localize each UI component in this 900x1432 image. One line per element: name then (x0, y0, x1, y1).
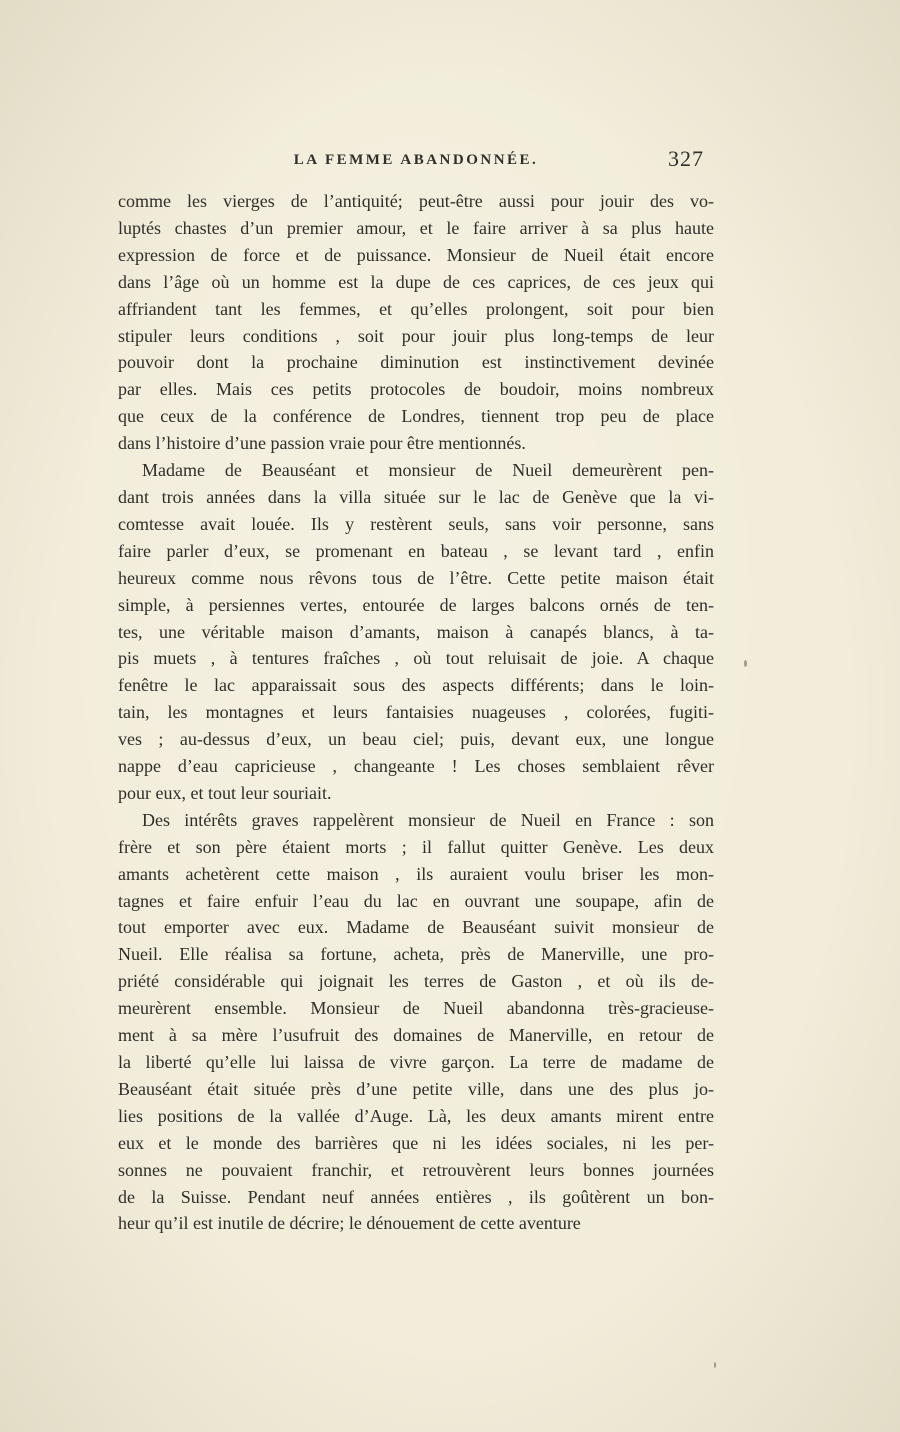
text-line: tain, les montagnes et leurs fantaisies nuageuses , colorées, fugiti- (118, 702, 714, 723)
running-title: LA FEMME ABANDONNÉE. (293, 152, 539, 168)
text-line: heureux comme nous rêvons tous de l’être. Cette petite maison était (118, 567, 714, 588)
text-line: priété considérable qui joignait les terres de Gaston , et où ils de- (118, 971, 714, 992)
text-line: heur qu’il est inutile de décrire; le dénouement de cette aventure (118, 1213, 581, 1234)
text-line: dans l’histoire d’une passion vraie pour être mentionnés. (118, 433, 526, 454)
text-line: frère et son père étaient morts ; il fallut quitter Genève. Les deux (118, 836, 714, 857)
page-number: 327 (668, 146, 704, 171)
text-line: tout emporter avec eux. Madame de Beauséant suivit monsieur de (118, 917, 714, 938)
text-line: comme les vierges de l’antiquité; peut-être aussi pour jouir des vo- (118, 191, 714, 211)
paragraph (118, 807, 714, 1238)
text-line: lies positions de la vallée d’Auge. Là, les deux amants mirent entre (118, 1105, 714, 1126)
text-line: simple, à persiennes vertes, entourée de larges balcons ornés de ten- (118, 594, 714, 615)
text-line: Beauséant était située près d’une petite ville, dans une des plus jo- (118, 1078, 714, 1099)
text-line: nappe d’eau capricieuse , changeante ! Les choses semblaient rêver (118, 756, 714, 777)
text-line: Des intérêts graves rappelèrent monsieur de Nueil en France : son (142, 809, 714, 830)
text-line: de la Suisse. Pendant neuf années entières , ils goûtèrent un bon- (118, 1186, 714, 1207)
page-body (118, 188, 714, 1237)
paragraph (118, 188, 714, 457)
text-line: meurèrent ensemble. Monsieur de Nueil abandonna très-gracieuse- (118, 998, 714, 1019)
text-line: Nueil. Elle réalisa sa fortune, acheta, près de Manerville, une pro- (118, 944, 714, 965)
text-line: pis muets , à tentures fraîches , où tout reluisait de joie. A chaque (118, 648, 714, 669)
text-line: la liberté qu’elle lui laissa de vivre garçon. La terre de madame de (118, 1052, 714, 1072)
text-line: amants achetèrent cette maison , ils auraient voulu briser les mon- (118, 863, 714, 884)
text-line: dant trois années dans la villa située sur le lac de Genève que la vi- (118, 486, 714, 507)
text-line: expression de force et de puissance. Monsieur de Nueil était encore (118, 244, 714, 265)
text-line: affriandent tant les femmes, et qu’elles prolongent, soit pour bien (118, 298, 714, 319)
text-line: dans l’âge où un homme est la dupe de ces caprices, de ces jeux qui (118, 271, 714, 292)
text-line: tes, une véritable maison d’amants, maison à canapés blancs, à ta- (118, 621, 714, 642)
text-line: eux et le monde des barrières que ni les idées sociales, ni les per- (118, 1132, 714, 1153)
scan-speck (744, 660, 747, 667)
text-line: ment à sa mère l’usufruit des domaines de Manerville, en retour de (118, 1025, 714, 1046)
text-line: par elles. Mais ces petits protocoles de boudoir, moins nombreux (118, 379, 714, 400)
text-line: pouvoir dont la prochaine diminution est instinctivement devinée (118, 352, 714, 373)
text-line: comtesse avait louée. Ils y restèrent seuls, sans voir personne, sans (118, 513, 714, 534)
text-line: tagnes et faire enfuir l’eau du lac en ouvrant une soupape, afin de (118, 890, 714, 911)
text-line: pour eux, et tout leur souriait. (118, 782, 332, 803)
text-line: Madame de Beauséant et monsieur de Nueil demeurèrent pen- (142, 460, 714, 481)
text-line: sonnes ne pouvaient franchir, et retrouvèrent leurs bonnes journées (118, 1159, 714, 1180)
text-line: stipuler leurs conditions , soit pour jouir plus long-temps de leur (118, 325, 714, 346)
page-header (118, 148, 714, 178)
text-line: que ceux de la conférence de Londres, tiennent trop peu de place (118, 406, 714, 427)
text-line: fenêtre le lac apparaissait sous des aspects différents; dans le loin- (118, 675, 714, 696)
text-line: luptés chastes d’un premier amour, et le faire arriver à sa plus haute (118, 217, 714, 238)
text-block (118, 148, 714, 1237)
text-line: ves ; au-dessus d’eux, un beau ciel; puis, devant eux, une longue (118, 729, 714, 750)
scan-speck (714, 1362, 716, 1368)
text-line: faire parler d’eux, se promenant en bateau , se levant tard , enfin (118, 540, 714, 561)
paragraph (118, 457, 714, 807)
